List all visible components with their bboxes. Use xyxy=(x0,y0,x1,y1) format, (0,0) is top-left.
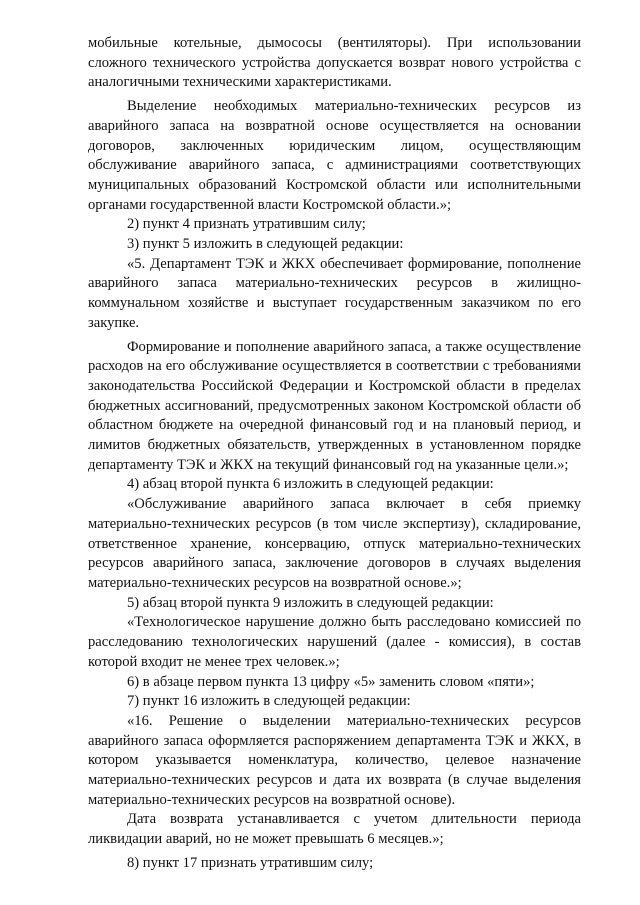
paragraph: 7) пункт 16 изложить в следующей редакции: xyxy=(127,693,411,710)
paragraph: 2) пункт 4 признать утратившим силу; xyxy=(127,216,366,233)
paragraph: Выделение необходимых материально-технических ресурсов из аварийного запаса на возвратной основе осуществляется на основании договоров, заключенных юридическим лицом, осуществляющим обслуживание аварийного запаса, с администрациями соответствующих муниципальных образований Костромской области или исполнительными органами государственной власти Костромской области.»; xyxy=(88,98,581,213)
paragraph: 5) абзац второй пункта 9 изложить в следующей редакции: xyxy=(127,594,494,611)
paragraph: «Технологическое нарушение должно быть расследовано комиссией по расследованию технологических нарушений (далее - комиссия), в состав которой входит не менее трех человек.»; xyxy=(88,614,581,670)
paragraph: «16. Решение о выделении материально-технических ресурсов аварийного запаса оформляется распоряжением департамента ТЭК и ЖКХ, в котором указывается номенклатура, количество, целевое назначение материально-технических ресурсов и дата их возврата (в случае выделения материально-технических ресурсов на возвратной основе). xyxy=(88,712,581,808)
paragraph: 3) пункт 5 изложить в следующей редакции: xyxy=(127,236,404,253)
paragraph: «5. Департамент ТЭК и ЖКХ обеспечивает формирование, пополнение аварийного запаса материально-технических ресурсов в жилищно-коммунальном хозяйстве и выступает государственным заказчиком по его закупке. xyxy=(88,255,581,331)
paragraph: 4) абзац второй пункта 6 изложить в следующей редакции: xyxy=(127,476,494,493)
document-body xyxy=(88,34,581,874)
paragraph: «Обслуживание аварийного запаса включает в себя приемку материально-технических ресурсов (в том числе экспертизу), складирование, ответственное хранение, консервацию, отпуск материально-технических ресурсов аварийного запаса, заключение договоров в случаях выделения материально-технических ресурсов на возвратной основе.»; xyxy=(88,496,581,591)
paragraph: 8) пункт 17 признать утратившим силу; xyxy=(127,854,374,871)
paragraph: 6) в абзаце первом пункта 13 цифру «5» заменить словом «пяти»; xyxy=(127,673,535,690)
paragraph: Формирование и пополнение аварийного запаса, а также осуществление расходов на его обслуживание осуществляется в соответствии с требованиями законодательства Российской Федерации и Костромской области в пределах бюджетных ассигнований, предусмотренных законом Костромской области об областном бюджете на очередной финансовый год и на плановый период, и лимитов бюджетных обязательств, утвержденных в установленном порядке департаменту ТЭК и ЖКХ на текущий финансовый год на указанные цели.»; xyxy=(88,338,581,473)
paragraph: Дата возврата устанавливается с учетом длительности периода ликвидации аварий, но не может превышать 6 месяцев.»; xyxy=(88,811,581,848)
paragraph: мобильные котельные, дымососы (вентиляторы). При использовании сложного технического устройства допускается возврат нового устройства с аналогичными техническими характеристиками. xyxy=(88,35,581,91)
